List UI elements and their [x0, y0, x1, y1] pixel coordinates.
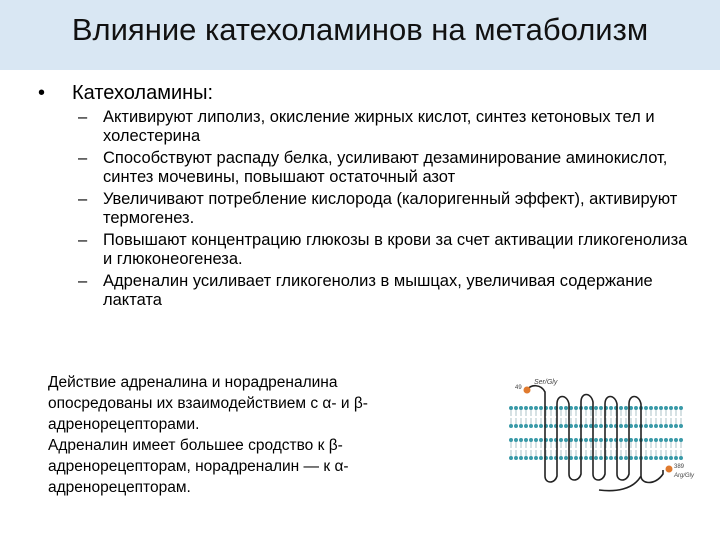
- lipid-head: [654, 438, 658, 442]
- lipid-head: [619, 424, 623, 428]
- list-item-text: Адреналин усиливает гликогенолиз в мышцах, увеличивая содержание лактата: [103, 272, 653, 309]
- lipid-head: [534, 424, 538, 428]
- lipid-head: [644, 406, 648, 410]
- lipid-head: [564, 456, 568, 460]
- lipid-head: [594, 456, 598, 460]
- lipid-head: [674, 438, 678, 442]
- lipid-head: [549, 424, 553, 428]
- site-49-label: Ser/Gly: [534, 379, 558, 386]
- lipid-head: [664, 424, 668, 428]
- lipid-head: [549, 438, 553, 442]
- dash-symbol: –: [78, 272, 88, 290]
- lipid-head: [529, 424, 533, 428]
- bullet-symbol: •: [38, 82, 46, 104]
- lipid-head: [519, 406, 523, 410]
- lipid-head: [509, 406, 513, 410]
- lipid-head: [634, 438, 638, 442]
- lipid-head: [659, 438, 663, 442]
- lipid-head: [559, 438, 563, 442]
- lipid-head: [644, 438, 648, 442]
- lipid-head: [534, 456, 538, 460]
- lipid-head: [549, 406, 553, 410]
- lipid-head: [559, 424, 563, 428]
- lipid-head: [594, 438, 598, 442]
- lipid-head: [564, 438, 568, 442]
- lipid-head: [679, 424, 683, 428]
- lipid-head: [624, 424, 628, 428]
- lipid-head: [524, 456, 528, 460]
- lipid-head: [514, 438, 518, 442]
- lipid-head: [669, 424, 673, 428]
- lipid-head: [539, 438, 543, 442]
- list-item: [78, 149, 688, 187]
- lipid-head: [624, 456, 628, 460]
- dash-symbol: –: [78, 149, 88, 167]
- lipid-head: [679, 438, 683, 442]
- lipid-head: [559, 406, 563, 410]
- list-item: [78, 272, 688, 310]
- site-389-label: Arg/Gly: [674, 473, 695, 479]
- lipid-head: [564, 424, 568, 428]
- lipid-head: [584, 456, 588, 460]
- lipid-head: [549, 456, 553, 460]
- lipid-head: [649, 406, 653, 410]
- lipid-head: [524, 406, 528, 410]
- lipid-head: [529, 406, 533, 410]
- page-title: Влияние катехоламинов на метаболизм: [71, 12, 649, 47]
- lipid-head: [599, 424, 603, 428]
- dash-symbol: –: [78, 108, 88, 126]
- lipid-head: [524, 424, 528, 428]
- lipid-head: [539, 406, 543, 410]
- lipid-head: [574, 406, 578, 410]
- lipid-head: [534, 406, 538, 410]
- lipid-head: [669, 456, 673, 460]
- main-bullet: [38, 82, 213, 105]
- lipid-head: [559, 456, 563, 460]
- list-item-text: Активируют липолиз, окисление жирных кислот, синтез кетоновых тел и холестерина: [103, 108, 655, 145]
- lipid-head: [584, 424, 588, 428]
- lipid-head: [634, 406, 638, 410]
- lipid-head: [509, 456, 513, 460]
- lipid-head: [634, 424, 638, 428]
- lipid-head: [654, 456, 658, 460]
- lipid-head: [649, 424, 653, 428]
- lipid-head: [609, 424, 613, 428]
- dash-symbol: –: [78, 190, 88, 208]
- lipid-head: [679, 406, 683, 410]
- lipid-head: [594, 424, 598, 428]
- dash-symbol: –: [78, 231, 88, 249]
- lipid-head: [624, 406, 628, 410]
- bullet-label: Катехоламины:: [72, 82, 214, 104]
- caption-paragraph: Адреналин имеет большее сродство к β-адренорецепторам, норадреналин — к α-адренорецепторам.: [48, 437, 349, 496]
- list-item-text: Способствуют распаду белка, усиливают дезаминирование аминокислот, синтез мочевины, повышают остаточный азот: [103, 149, 668, 186]
- caption-paragraph: Действие адреналина и норадреналина опосредованы их взаимодействием с α- и β-адренорецепторами.: [48, 374, 368, 433]
- lipid-head: [529, 456, 533, 460]
- receptor-caption: [48, 372, 403, 498]
- lipid-head: [574, 424, 578, 428]
- lipid-head: [619, 406, 623, 410]
- lipid-head: [529, 438, 533, 442]
- lipid-head: [519, 424, 523, 428]
- list-item: [78, 108, 688, 146]
- lipid-head: [514, 424, 518, 428]
- site-49-number: 49: [515, 385, 522, 391]
- lipid-head: [674, 424, 678, 428]
- lipid-head: [669, 438, 673, 442]
- lipid-head: [584, 406, 588, 410]
- effects-list: [78, 108, 688, 313]
- list-item-text: Увеличивают потребление кислорода (калоригенный эффект), активируют термогенез.: [103, 190, 678, 227]
- lipid-head: [609, 438, 613, 442]
- lipid-head: [599, 438, 603, 442]
- lipid-head: [599, 456, 603, 460]
- lipid-head: [594, 406, 598, 410]
- lipid-head: [514, 456, 518, 460]
- lipid-head: [679, 456, 683, 460]
- receptor-membrane-diagram: [505, 378, 695, 498]
- lipid-head: [659, 424, 663, 428]
- protein-chain: [527, 386, 663, 491]
- lipid-head: [539, 456, 543, 460]
- lipid-head: [524, 438, 528, 442]
- lipid-head: [514, 406, 518, 410]
- lipid-head: [564, 406, 568, 410]
- lipid-head: [644, 424, 648, 428]
- lipid-head: [534, 438, 538, 442]
- lipid-head: [644, 456, 648, 460]
- lipid-head: [664, 406, 668, 410]
- list-item-text: Повышают концентрацию глюкозы в крови за счет активации гликогенолиза и глюконеогенеза.: [103, 231, 688, 268]
- lipid-head: [609, 406, 613, 410]
- lipid-head: [539, 424, 543, 428]
- lipid-head: [634, 456, 638, 460]
- lipid-head: [659, 406, 663, 410]
- site-49-marker: [524, 387, 531, 394]
- lipid-head: [649, 456, 653, 460]
- lipid-head: [574, 456, 578, 460]
- lipid-head: [654, 406, 658, 410]
- lipid-bilayer: [509, 406, 683, 460]
- lipid-head: [659, 456, 663, 460]
- lipid-head: [624, 438, 628, 442]
- lipid-head: [509, 424, 513, 428]
- lipid-head: [649, 438, 653, 442]
- lipid-head: [619, 456, 623, 460]
- lipid-head: [584, 438, 588, 442]
- site-389-marker: [666, 466, 673, 473]
- lipid-head: [669, 406, 673, 410]
- lipid-head: [674, 406, 678, 410]
- lipid-head: [509, 438, 513, 442]
- list-item: [78, 190, 688, 228]
- list-item: [78, 231, 688, 269]
- lipid-head: [519, 456, 523, 460]
- lipid-head: [664, 456, 668, 460]
- lipid-head: [599, 406, 603, 410]
- lipid-head: [574, 438, 578, 442]
- lipid-head: [674, 456, 678, 460]
- lipid-head: [609, 456, 613, 460]
- lipid-head: [619, 438, 623, 442]
- lipid-head: [519, 438, 523, 442]
- lipid-head: [664, 438, 668, 442]
- lipid-head: [654, 424, 658, 428]
- site-389-number: 389: [674, 464, 685, 470]
